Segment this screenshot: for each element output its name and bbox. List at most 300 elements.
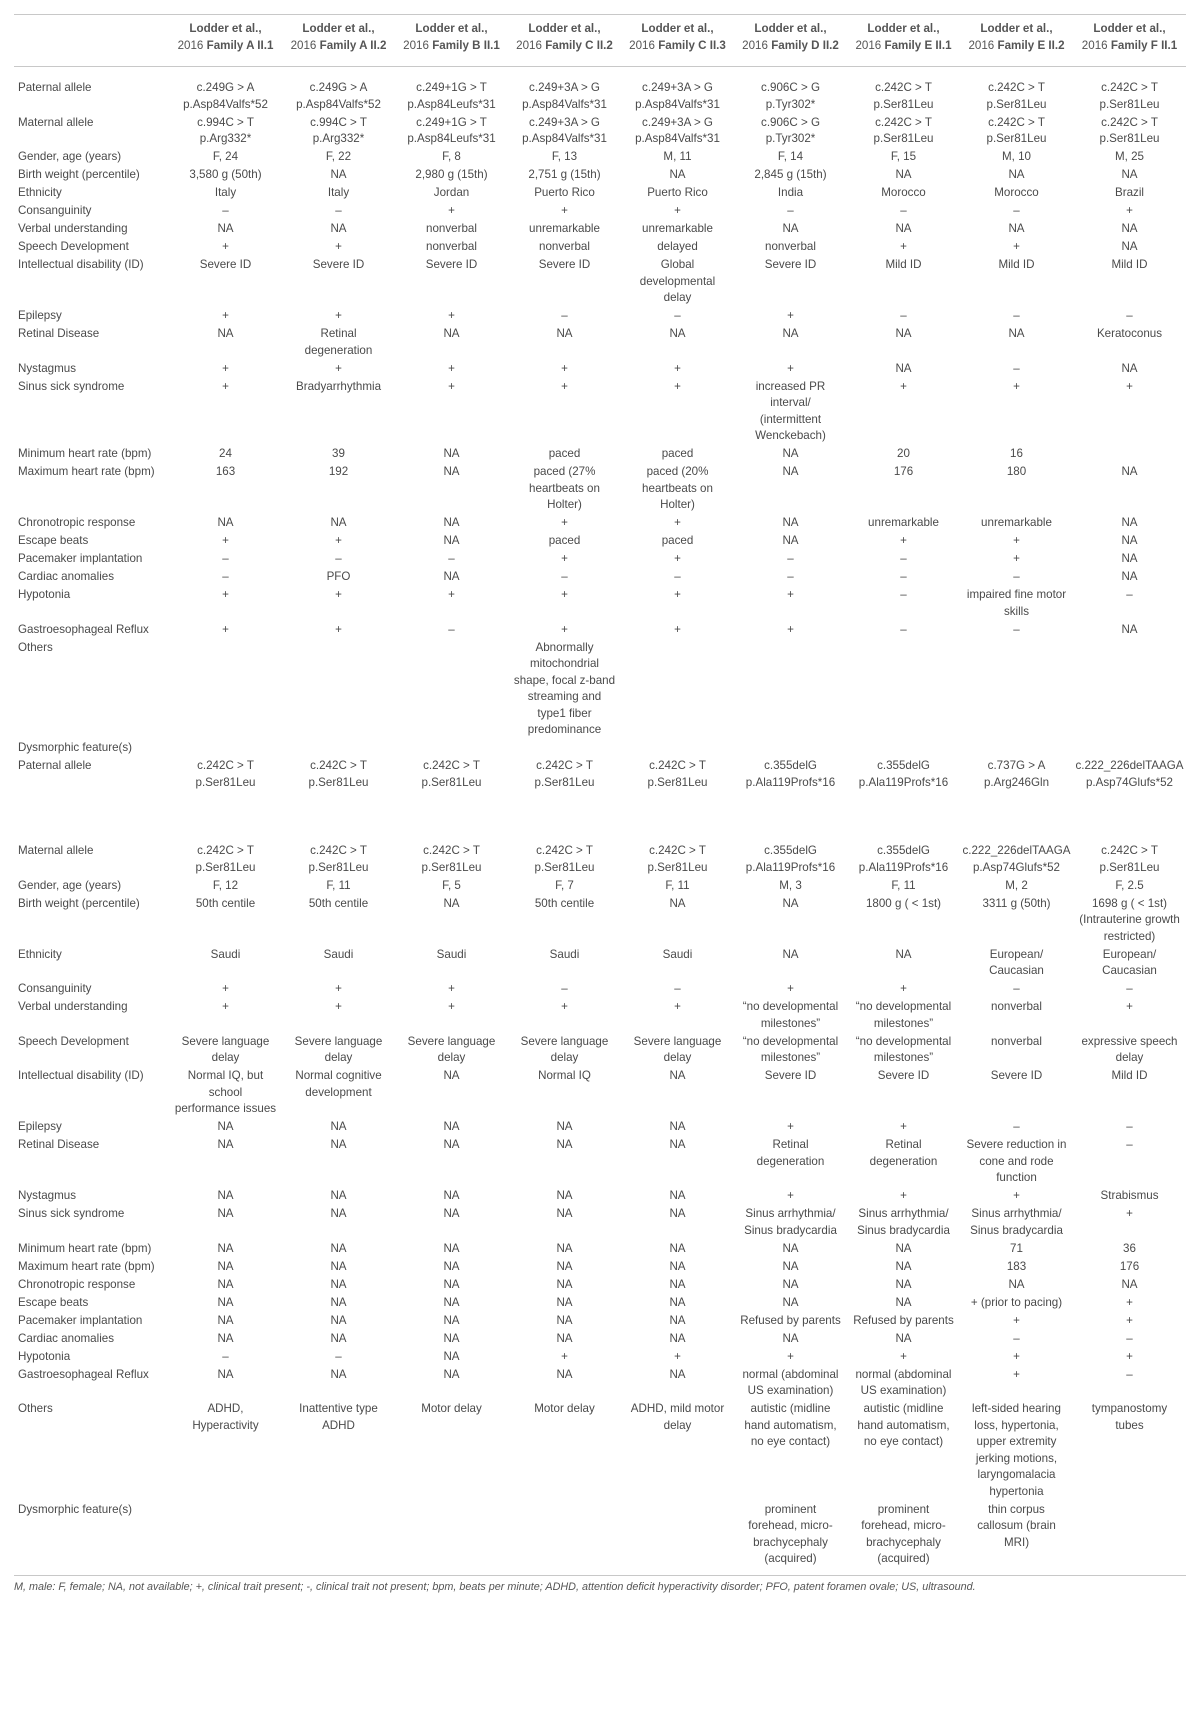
row-label: Chronotropic response: [18, 516, 136, 529]
table-row: [14, 999, 1186, 1034]
row-label: Epilepsy: [18, 1120, 62, 1133]
table-cell: [395, 896, 508, 947]
table-cell: [169, 1401, 282, 1502]
table-cell: [621, 361, 734, 379]
cell-value: nonverbal: [426, 222, 477, 235]
table-cell: [508, 1295, 621, 1313]
cell-value: NA: [895, 361, 912, 375]
table-cell: [621, 1206, 734, 1241]
cell-value: NA: [443, 1207, 460, 1220]
table-cell: [1073, 67, 1186, 115]
table-cell: [1073, 464, 1186, 515]
table-row: [14, 1259, 1186, 1277]
table-cell: [734, 569, 847, 587]
cell-value: NA: [669, 1241, 686, 1255]
table-cell: [508, 1241, 621, 1259]
table-cell: [734, 981, 847, 999]
table-cell: [847, 999, 960, 1034]
table-row: [14, 1277, 1186, 1295]
cell-value: NA: [669, 1331, 686, 1345]
table-row: [14, 167, 1186, 185]
cell-value: +: [335, 534, 342, 547]
cell-value: –: [335, 552, 342, 565]
cell-value: NA: [217, 1241, 234, 1255]
table-cell: [621, 1313, 734, 1331]
column-author: Lodder et al.,: [415, 22, 488, 35]
cell-value: 16: [1010, 447, 1023, 460]
cell-value: c.355delG p.Ala119Profs*16: [858, 844, 949, 874]
cell-value: +: [1126, 1349, 1133, 1363]
row-label: Gender, age (years): [18, 150, 122, 163]
cell-value: Saudi: [549, 947, 580, 961]
table-cell: [1073, 947, 1186, 982]
table-cell: [395, 185, 508, 203]
cell-value: 1800 g ( < 1st): [865, 896, 942, 910]
cell-value: NA: [330, 1138, 347, 1151]
column-header: [734, 15, 847, 67]
table-cell: [282, 257, 395, 308]
table-row: [14, 464, 1186, 515]
table-row: [14, 1034, 1186, 1069]
cell-value: autistic (midline hand automatism, no eye contact): [857, 1402, 950, 1448]
table-cell: [621, 740, 734, 758]
cell-value: NA: [1121, 622, 1138, 636]
table-cell: [621, 1295, 734, 1313]
cell-value: Severe language delay: [520, 1034, 609, 1064]
table-cell: [621, 1068, 734, 1119]
cell-value: NA: [895, 1331, 912, 1345]
cell-value: NA: [782, 465, 799, 478]
cell-value: –: [1013, 309, 1020, 322]
cell-value: NA: [782, 1295, 799, 1309]
cell-value: –: [900, 204, 907, 217]
cell-value: –: [222, 570, 229, 583]
cell-value: c.249+3A > G p.Asp84Valfs*31: [522, 115, 607, 145]
cell-value: c.249+3A > G p.Asp84Valfs*31: [635, 81, 720, 111]
table-cell: [282, 221, 395, 239]
table-cell: [960, 1313, 1073, 1331]
cell-value: NA: [1121, 361, 1138, 375]
table-cell: [960, 1188, 1073, 1206]
cell-value: c.242C > T p.Ser81Leu: [421, 844, 482, 874]
table-cell: [169, 203, 282, 221]
cell-value: +: [674, 204, 681, 217]
table-cell: [508, 67, 621, 115]
table-cell: [395, 1034, 508, 1069]
table-cell: [395, 1502, 508, 1570]
cell-value: nonverbal: [765, 240, 816, 253]
table-cell: [395, 1068, 508, 1119]
table-cell: [847, 843, 960, 878]
cell-value: c.906C > G p.Tyr302*: [761, 81, 820, 111]
table-cell: [847, 569, 960, 587]
table-cell: [282, 464, 395, 515]
table-cell: [847, 1295, 960, 1313]
column-year: 2016: [1081, 38, 1108, 52]
table-cell: [621, 981, 734, 999]
table-cell: [621, 239, 734, 257]
table-cell: [734, 1241, 847, 1259]
table-cell: [734, 1259, 847, 1277]
cell-value: NA: [443, 1259, 460, 1273]
cell-value: Saudi: [436, 947, 467, 961]
cell-value: F, 11: [665, 878, 690, 892]
table-cell: [621, 1034, 734, 1069]
table-cell: [960, 1367, 1073, 1402]
table-cell: [395, 740, 508, 758]
column-family: Family F II.1: [1110, 38, 1178, 52]
table-cell: [734, 515, 847, 533]
cell-value: NA: [556, 1138, 573, 1151]
table-cell: [169, 67, 282, 115]
table-cell: [395, 115, 508, 150]
cell-value: NA: [443, 1313, 460, 1327]
table-cell: [395, 878, 508, 896]
table-cell: [508, 1119, 621, 1137]
table-cell: [395, 1119, 508, 1137]
column-year: 2016: [968, 38, 995, 52]
table-row: [14, 185, 1186, 203]
row-label: Cardiac anomalies: [18, 570, 115, 583]
table-cell: [734, 167, 847, 185]
cell-value: NA: [330, 1259, 347, 1273]
cell-value: c.242C > T p.Ser81Leu: [534, 844, 595, 874]
table-cell: [508, 203, 621, 221]
cell-value: F, 13: [551, 150, 578, 163]
table-cell: [169, 740, 282, 758]
cell-value: NA: [217, 327, 234, 340]
cell-value: +: [1013, 1313, 1020, 1327]
cell-value: NA: [443, 465, 460, 478]
cell-value: c.249+1G > T p.Asp84Leufs*31: [407, 115, 496, 145]
table-cell: [960, 1206, 1073, 1241]
cell-value: NA: [782, 947, 799, 961]
table-row: [14, 740, 1186, 758]
table-cell: [282, 67, 395, 115]
cell-value: NA: [217, 1207, 234, 1220]
table-cell: [169, 878, 282, 896]
table-cell: [1073, 1241, 1186, 1259]
cell-value: NA: [1121, 534, 1138, 547]
row-label: Hypotonia: [18, 588, 71, 601]
cell-value: Severe language delay: [407, 1034, 496, 1064]
cell-value: Motor delay: [534, 1402, 595, 1415]
cell-value: Mild ID: [1111, 258, 1148, 271]
table-cell: [1073, 758, 1186, 843]
cell-value: +: [561, 204, 568, 217]
cell-value: +: [1126, 1000, 1133, 1013]
table-cell: [734, 1331, 847, 1349]
table-cell: [621, 67, 734, 115]
table-row: [14, 149, 1186, 167]
cell-value: paced: [661, 447, 694, 460]
table-cell: [395, 1349, 508, 1367]
table-cell: [621, 1367, 734, 1402]
cell-value: +: [335, 240, 342, 253]
cell-value: +: [335, 1000, 342, 1013]
cell-value: +: [674, 361, 681, 375]
cell-value: +: [335, 982, 342, 995]
cell-value: +: [787, 622, 794, 636]
table-cell: [621, 379, 734, 447]
cell-value: +: [1126, 1313, 1133, 1327]
column-author: Lodder et al.,: [528, 22, 601, 35]
cell-value: Motor delay: [421, 1402, 482, 1415]
cell-value: –: [674, 309, 681, 322]
table-cell: [169, 239, 282, 257]
table-cell: [1073, 1259, 1186, 1277]
table-cell: [847, 515, 960, 533]
cell-value: c.242C > T p.Ser81Leu: [1099, 115, 1160, 145]
cell-value: India: [777, 186, 804, 199]
table-cell: [960, 878, 1073, 896]
cell-value: Normal IQ, but school performance issues: [174, 1069, 277, 1115]
cell-value: NA: [895, 222, 912, 235]
table-cell: [508, 843, 621, 878]
cell-value: NA: [217, 1331, 234, 1345]
table-cell: [1073, 640, 1186, 741]
cell-value: Abnormally mitochondrial shape, focal z-band streaming and type1 fiber predominance: [513, 640, 616, 736]
cell-value: NA: [217, 516, 234, 529]
table-row: [14, 446, 1186, 464]
cell-value: +: [448, 309, 455, 322]
table-cell: [734, 185, 847, 203]
cell-value: 2,845 g (15th): [754, 168, 827, 181]
table-cell: [960, 533, 1073, 551]
table-row: [14, 67, 1186, 115]
table-cell: [282, 1206, 395, 1241]
cell-value: +: [787, 361, 794, 375]
table-cell: [960, 1241, 1073, 1259]
table-cell: [282, 1295, 395, 1313]
table-cell: [734, 947, 847, 982]
table-cell: [508, 167, 621, 185]
table-cell: [395, 587, 508, 622]
cell-value: NA: [330, 1207, 347, 1220]
table-cell: [734, 379, 847, 447]
cell-value: –: [561, 309, 568, 322]
table-cell: [1073, 361, 1186, 379]
table-cell: [395, 1295, 508, 1313]
table-cell: [282, 1188, 395, 1206]
table-cell: [282, 1401, 395, 1502]
cell-value: ADHD, mild motor delay: [630, 1402, 725, 1432]
cell-value: NA: [443, 1295, 460, 1309]
cell-value: –: [787, 570, 794, 583]
table-cell: [734, 1188, 847, 1206]
cell-value: c.355delG p.Ala119Profs*16: [745, 844, 836, 874]
row-label: Nystagmus: [18, 1189, 76, 1202]
table-cell: [847, 1241, 960, 1259]
table-cell: [169, 1502, 282, 1570]
row-label: Sinus sick syndrome: [18, 379, 125, 393]
cell-value: Normal cognitive development: [295, 1069, 382, 1099]
cell-value: 1698 g ( < 1st) (Intrauterine growth restricted): [1079, 896, 1180, 943]
cell-value: 50th centile: [534, 896, 595, 910]
cell-value: F, 22: [325, 150, 352, 163]
cell-value: unremarkable: [642, 222, 713, 235]
column-author: Lodder et al.,: [754, 22, 827, 35]
cell-value: +: [1013, 1367, 1020, 1381]
cell-value: NA: [330, 1241, 347, 1255]
table-cell: [960, 361, 1073, 379]
table-cell: [169, 464, 282, 515]
cell-value: NA: [669, 1295, 686, 1309]
table-cell: [960, 622, 1073, 640]
cell-value: Inattentive type ADHD: [299, 1402, 378, 1432]
cell-value: NA: [443, 1331, 460, 1345]
table-cell: [621, 515, 734, 533]
table-row: [14, 1137, 1186, 1188]
table-cell: [847, 896, 960, 947]
table-cell: [847, 878, 960, 896]
table-cell: [1073, 1331, 1186, 1349]
cell-value: +: [448, 588, 455, 601]
cell-value: –: [900, 570, 907, 583]
column-author: Lodder et al.,: [641, 22, 714, 35]
cell-value: NA: [556, 1259, 573, 1273]
table-cell: [1073, 515, 1186, 533]
table-cell: [847, 185, 960, 203]
table-cell: [282, 843, 395, 878]
cell-value: c.222_226delTAAGA p.Asp74Glufs*52: [1075, 759, 1184, 789]
cell-value: NA: [443, 1277, 460, 1291]
table-cell: [1073, 149, 1186, 167]
column-author: Lodder et al.,: [980, 22, 1053, 35]
cell-value: 176: [893, 465, 914, 478]
cell-value: F, 11: [326, 878, 351, 892]
table-cell: [734, 1068, 847, 1119]
cell-value: NA: [669, 1277, 686, 1291]
cell-value: NA: [669, 1189, 686, 1202]
cell-value: “no developmental milestones”: [855, 1000, 952, 1030]
table-cell: [395, 257, 508, 308]
table-cell: [960, 167, 1073, 185]
table-cell: [1073, 1119, 1186, 1137]
table-cell: [847, 1137, 960, 1188]
cell-value: –: [222, 1349, 229, 1363]
table-cell: [1073, 551, 1186, 569]
cell-value: c.242C > T p.Ser81Leu: [534, 759, 595, 789]
column-year: 2016: [855, 38, 882, 52]
row-label: Speech Development: [18, 240, 129, 253]
cell-value: +: [674, 1349, 681, 1363]
cell-value: c.242C > T p.Ser81Leu: [986, 115, 1047, 145]
table-row: [14, 1206, 1186, 1241]
cell-value: NA: [669, 1313, 686, 1327]
cell-value: Retinal degeneration: [756, 1138, 825, 1168]
table-cell: [621, 1119, 734, 1137]
cell-value: 163: [215, 465, 236, 478]
table-cell: [169, 167, 282, 185]
table-cell: [508, 533, 621, 551]
column-year: 2016: [742, 38, 768, 52]
cell-value: c.355delG p.Ala119Profs*16: [745, 759, 836, 789]
column-year: 2016: [177, 38, 204, 52]
table-cell: [395, 1206, 508, 1241]
table-cell: [169, 947, 282, 982]
row-label: Dysmorphic feature(s): [18, 741, 133, 754]
table-cell: [508, 587, 621, 622]
table-cell: [960, 308, 1073, 326]
cell-value: NA: [556, 1295, 573, 1309]
cell-value: +: [1013, 1349, 1020, 1363]
cell-value: NA: [330, 1189, 347, 1202]
cell-value: +: [1013, 1189, 1020, 1202]
column-family: Family E II.2: [997, 38, 1065, 52]
cell-value: F, 12: [212, 878, 239, 892]
table-cell: [734, 1367, 847, 1402]
cell-value: Morocco: [881, 186, 926, 199]
table-row: [14, 515, 1186, 533]
cell-value: –: [674, 570, 681, 583]
cell-value: NA: [669, 1138, 686, 1151]
table-cell: [847, 981, 960, 999]
table-cell: [1073, 239, 1186, 257]
table-cell: [960, 67, 1073, 115]
table-cell: [395, 308, 508, 326]
table-cell: [960, 464, 1073, 515]
table-cell: [621, 551, 734, 569]
table-cell: [282, 1259, 395, 1277]
table-cell: [169, 379, 282, 447]
column-family: Family C II.3: [658, 38, 726, 52]
table-cell: [395, 446, 508, 464]
table-cell: [960, 203, 1073, 221]
row-label: Pacemaker implantation: [18, 552, 143, 565]
table-cell: [395, 1137, 508, 1188]
table-row: [14, 896, 1186, 947]
cell-value: c.242C > T p.Ser81Leu: [1099, 81, 1160, 111]
cell-value: + (prior to pacing): [970, 1295, 1063, 1309]
table-cell: [734, 622, 847, 640]
cell-value: prominent forehead, micro- brachycephaly (acquired): [748, 1502, 833, 1565]
table-cell: [395, 464, 508, 515]
table-cell: [847, 167, 960, 185]
cell-value: NA: [782, 516, 799, 529]
table-cell: [621, 1137, 734, 1188]
table-cell: [282, 740, 395, 758]
row-label: Birth weight (percentile): [18, 168, 140, 181]
cell-value: c.242C > T p.Ser81Leu: [873, 81, 934, 111]
row-label: Verbal understanding: [18, 1000, 128, 1013]
column-family: Family C II.2: [545, 38, 613, 52]
table-cell: [508, 515, 621, 533]
table-cell: [734, 67, 847, 115]
cell-value: c.242C > T p.Ser81Leu: [1099, 844, 1160, 874]
cell-value: +: [1013, 379, 1020, 393]
table-cell: [1073, 843, 1186, 878]
table-cell: [1073, 1068, 1186, 1119]
cell-value: Brazil: [1115, 186, 1144, 199]
cell-value: +: [448, 361, 455, 375]
cell-value: paced (27% heartbeats on Holter): [529, 465, 600, 511]
table-cell: [508, 149, 621, 167]
cell-value: 3,580 g (50th): [189, 168, 262, 181]
cell-value: NA: [1008, 1277, 1025, 1291]
table-row: [14, 981, 1186, 999]
table-cell: [847, 1034, 960, 1069]
cell-value: 183: [1006, 1259, 1027, 1273]
cell-value: +: [222, 1000, 229, 1013]
cell-value: –: [900, 552, 907, 565]
cell-value: –: [1013, 570, 1020, 583]
table-cell: [1073, 1277, 1186, 1295]
row-label: Maximum heart rate (bpm): [18, 1259, 155, 1273]
cell-value: expressive speech delay: [1081, 1034, 1178, 1064]
table-cell: [847, 1349, 960, 1367]
table-cell: [621, 308, 734, 326]
